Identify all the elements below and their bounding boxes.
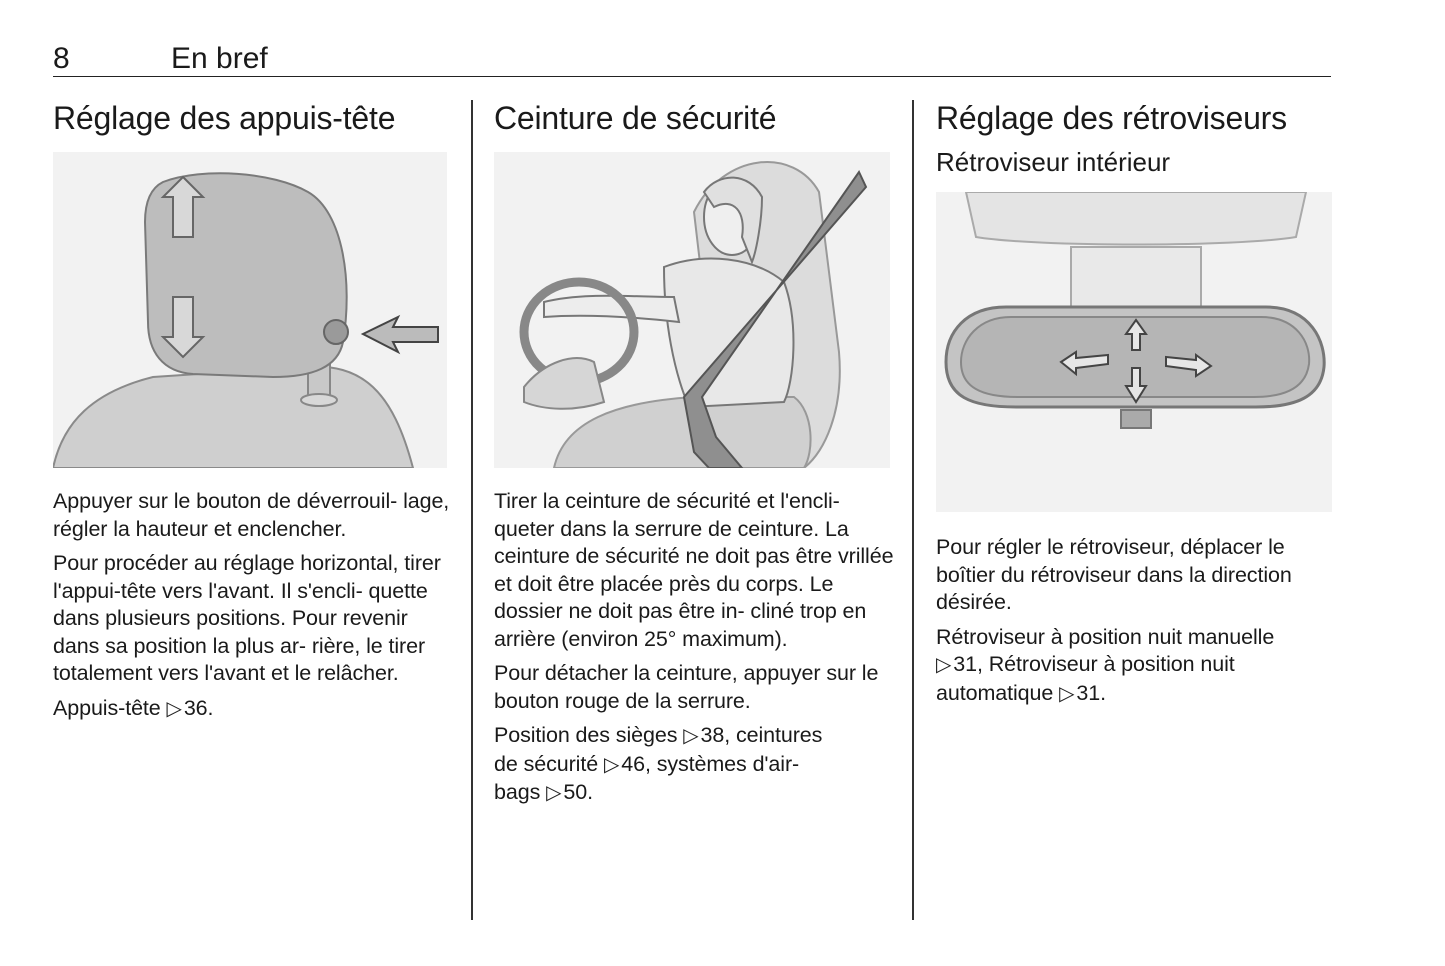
ref-page[interactable]: 46, systèmes d'air- (621, 751, 800, 776)
ref-label: bags (494, 780, 541, 804)
paragraph: Pour procéder au réglage horizontal, tirer l'appui-tête vers l'avant. Il s'encli- quette dans plusieurs positions. Pour revenir dans sa position la plus ar- rière, le tirer totalement vers l'avant et le relâcher. (53, 551, 441, 685)
mirror-illustration (936, 192, 1332, 512)
ref-page[interactable]: 50. (563, 780, 593, 804)
ref-label: Appuis-tête (53, 695, 161, 720)
section-headrest (53, 98, 453, 730)
paragraph: Pour régler le rétroviseur, déplacer le boîtier du rétroviseur dans la direction désirée. (936, 535, 1292, 614)
headrest-illustration (53, 152, 447, 468)
ref-label: Position des sièges (494, 723, 678, 747)
ref-page[interactable]: 31. (1076, 680, 1106, 705)
section-title: Ceinture de sécurité (494, 100, 777, 136)
section-title: Réglage des rétroviseurs (936, 100, 1287, 136)
section-seatbelt (494, 98, 894, 815)
chapter-title: En bref (171, 42, 268, 75)
column-divider (912, 100, 914, 920)
section-mirrors (936, 98, 1336, 715)
section-title: Réglage des appuis-tête (53, 100, 396, 136)
ref-arrow-icon: ▷ (603, 753, 620, 776)
ref-arrow-icon: ▷ (936, 654, 952, 676)
ref-arrow-icon: ▷ (1059, 682, 1075, 705)
ref-arrow-icon: ▷ (546, 782, 562, 804)
cross-reference (53, 695, 453, 724)
page-number: 8 (53, 42, 70, 75)
ref-label: automatique (936, 680, 1054, 705)
ref-arrow-icon: ▷ (683, 725, 699, 747)
ref-arrow-icon: ▷ (166, 697, 182, 720)
page-header (53, 40, 1331, 77)
paragraph: Appuyer sur le bouton de déverrouil- lage, régler la hauteur et enclencher. (53, 489, 450, 541)
cross-reference (936, 624, 1336, 709)
ref-label: de sécurité (494, 751, 599, 776)
ref-page[interactable]: 31, Rétroviseur à position nuit (953, 652, 1235, 676)
paragraph: Tirer la ceinture de sécurité et l'encli- queter dans la serrure de ceinture. La ceinture de sécurité ne doit pas être vrillée et doit être placée près du corps. Le dossier ne doit pas être in- cliné trop en arrière (environ 25° maximum). (494, 489, 894, 651)
paragraph: Pour détacher la ceinture, appuyer sur le bouton rouge de la serrure. (494, 661, 879, 713)
section-subtitle: Rétroviseur intérieur (936, 147, 1171, 177)
column-divider (471, 100, 473, 920)
ref-label: Rétroviseur à position nuit manuelle (936, 624, 1275, 649)
ref-page[interactable]: 38, ceintures (700, 723, 823, 747)
seatbelt-illustration (494, 152, 890, 468)
cross-reference (494, 722, 894, 808)
ref-page[interactable]: 36. (183, 695, 214, 720)
